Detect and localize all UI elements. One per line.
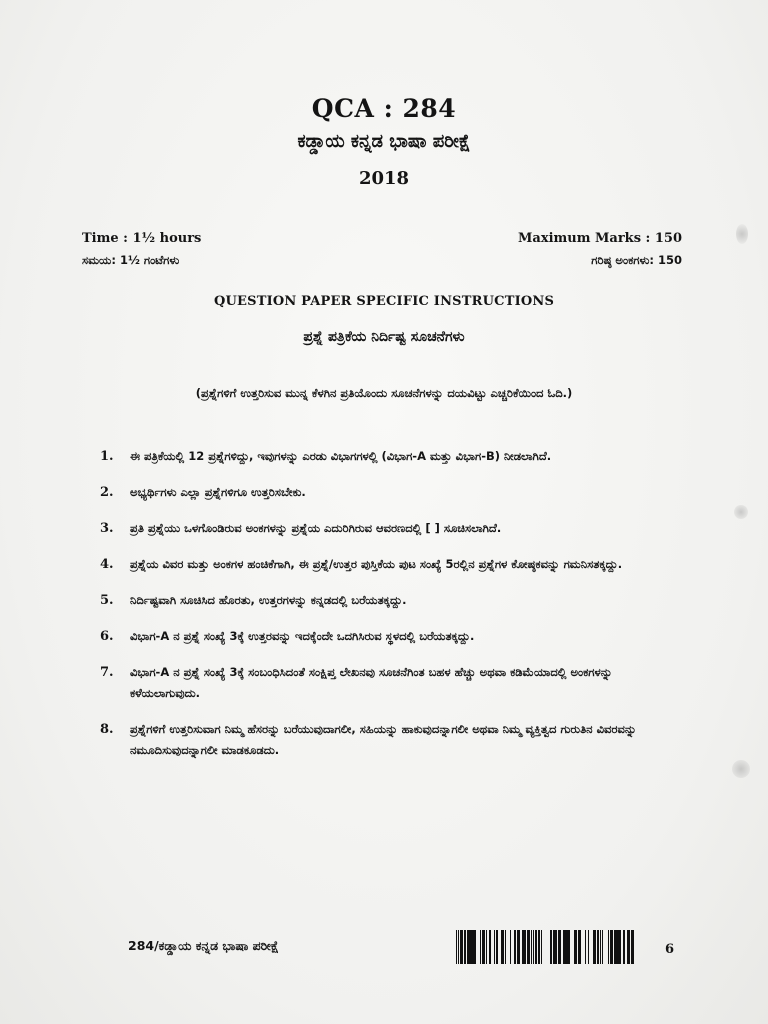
- list-item: [100, 662, 670, 704]
- time-english: Time : 1½ hours: [82, 231, 202, 246]
- paper-title-kannada: ಕಡ್ಡಾಯ ಕನ್ನಡ ಭಾಷಾ ಪರೀಕ್ಷೆ: [297, 131, 471, 152]
- item-text: ವಿಭಾಗ-A ನ ಪ್ರಶ್ನೆ ಸಂಖ್ಯೆ 3ಕ್ಕೆ ಉತ್ತರವನ್ನು ಇದಕ್ಕೆಂದೇ ಒದಗಿಸಿರುವ ಸ್ಥಳದಲ್ಲಿ ಬರೆಯತಕ್ಕದ್ದು.: [130, 629, 475, 643]
- scan-smudge: [736, 224, 748, 244]
- time-kannada: ಸಮಯ: 1½ ಗಂಟೆಗಳು: [82, 253, 180, 267]
- list-item: [100, 446, 670, 467]
- item-text: ಪ್ರತಿ ಪ್ರಶ್ನೆಯು ಒಳಗೊಂಡಿರುವ ಅಂಕಗಳನ್ನು ಪ್ರಶ್ನೆಯ ಎದುರಿಗಿರುವ ಆವರಣದಲ್ಲಿ [ ] ಸೂಚಿಸಲಾಗಿದೆ.: [130, 521, 502, 535]
- instructions-heading-english: QUESTION PAPER SPECIFIC INSTRUCTIONS: [213, 294, 555, 309]
- list-item: [100, 518, 670, 539]
- paper-year: 2018: [358, 168, 410, 189]
- list-item: [100, 482, 670, 503]
- max-marks-kannada: ಗರಿಷ್ಠ ಅಂಕಗಳು: 150: [591, 253, 682, 267]
- instructions-heading-kannada: ಪ್ರಶ್ನೆ ಪತ್ರಿಕೆಯ ನಿರ್ದಿಷ್ಟ ಸೂಚನೆಗಳು: [303, 329, 465, 345]
- list-item: [100, 554, 670, 575]
- item-text: ಪ್ರಶ್ನೆಗಳಿಗೆ ಉತ್ತರಿಸುವಾಗ ನಿಮ್ಮ ಹೆಸರನ್ನು ಬರೆಯುವುದಾಗಲೀ, ಸಹಿಯನ್ನು ಹಾಕುವುದನ್ನಾಗಲೀ ಅಥವಾ ನಿಮ್ಮ ವ್ಯಕ್ತಿತ್ವದ ಗುರುತಿನ ವಿವರವನ್ನು ನಮೂದಿಸುವುದನ್ನಾಗಲೀ ಮಾಡಕೂಡದು.: [130, 722, 637, 757]
- item-number: 8.: [100, 722, 114, 737]
- page-number: 6: [665, 942, 675, 957]
- scan-smudge: [732, 760, 750, 778]
- item-number: 6.: [100, 629, 114, 644]
- list-item: [100, 626, 670, 647]
- item-text: ವಿಭಾಗ-A ನ ಪ್ರಶ್ನೆ ಸಂಖ್ಯೆ 3ಕ್ಕೆ ಸಂಬಂಧಿಸಿದಂತೆ ಸಂಕ್ಷಿಪ್ತ ಲೇಖನವು ಸೂಚನೆಗಿಂತ ಬಹಳ ಹೆಚ್ಚು ಅಥವಾ ಕಡಿಮೆಯಾದಲ್ಲಿ ಅಂಕಗಳನ್ನು ಕಳೆಯಲಾಗುವುದು.: [130, 665, 613, 700]
- barcode-icon: [456, 930, 636, 964]
- item-text: ಪ್ರಶ್ನೆಯ ವಿವರ ಮತ್ತು ಅಂಕಗಳ ಹಂಚಿಕೆಗಾಗಿ, ಈ ಪ್ರಶ್ನೆ/ಉತ್ತರ ಪುಸ್ತಿಕೆಯ ಪುಟ ಸಂಖ್ಯೆ 5ರಲ್ಲಿನ ಪ್ರಶ್ನೆಗಳ ಕೋಷ್ಠಕವನ್ನು ಗಮನಿಸತಕ್ಕದ್ದು.: [130, 557, 623, 571]
- instructions-note: (ಪ್ರಶ್ನೆಗಳಿಗೆ ಉತ್ತರಿಸುವ ಮುನ್ನ ಕೆಳಗಿನ ಪ್ರತಿಯೊಂದು ಸೂಚನೆಗಳನ್ನು ದಯವಿಟ್ಟು ಎಚ್ಚರಿಕೆಯಿಂದ ಓದಿ.): [195, 386, 573, 400]
- item-text: ನಿರ್ದಿಷ್ಟವಾಗಿ ಸೂಚಿಸಿದ ಹೊರತು, ಉತ್ತರಗಳನ್ನು ಕನ್ನಡದಲ್ಲಿ ಬರೆಯತಕ್ಕದ್ದು.: [130, 593, 407, 607]
- list-item: [100, 590, 670, 611]
- item-number: 5.: [100, 593, 114, 608]
- list-item: [100, 719, 670, 761]
- item-number: 2.: [100, 485, 114, 500]
- item-number: 1.: [100, 449, 114, 464]
- instructions-list: [100, 446, 670, 776]
- item-number: 4.: [100, 557, 114, 572]
- scan-smudge: [734, 505, 748, 519]
- item-number: 3.: [100, 521, 114, 536]
- paper-code: QCA : 284: [311, 94, 457, 123]
- item-text: ಈ ಪತ್ರಿಕೆಯಲ್ಲಿ 12 ಪ್ರಶ್ನೆಗಳಿದ್ದು, ಇವುಗಳನ್ನು ಎರಡು ವಿಭಾಗಗಳಲ್ಲಿ (ವಿಭಾಗ-A ಮತ್ತು ವಿಭಾಗ-B) ನೀಡಲಾಗಿದೆ.: [130, 449, 552, 463]
- footer-paper-label: 284/ಕಡ್ಡಾಯ ಕನ್ನಡ ಭಾಷಾ ಪರೀಕ್ಷೆ: [128, 938, 279, 953]
- item-text: ಅಭ್ಯರ್ಥಿಗಳು ಎಲ್ಲಾ ಪ್ರಶ್ನೆಗಳಿಗೂ ಉತ್ತರಿಸಬೇಕು.: [130, 485, 306, 499]
- max-marks-english: Maximum Marks : 150: [518, 231, 682, 246]
- item-number: 7.: [100, 665, 114, 680]
